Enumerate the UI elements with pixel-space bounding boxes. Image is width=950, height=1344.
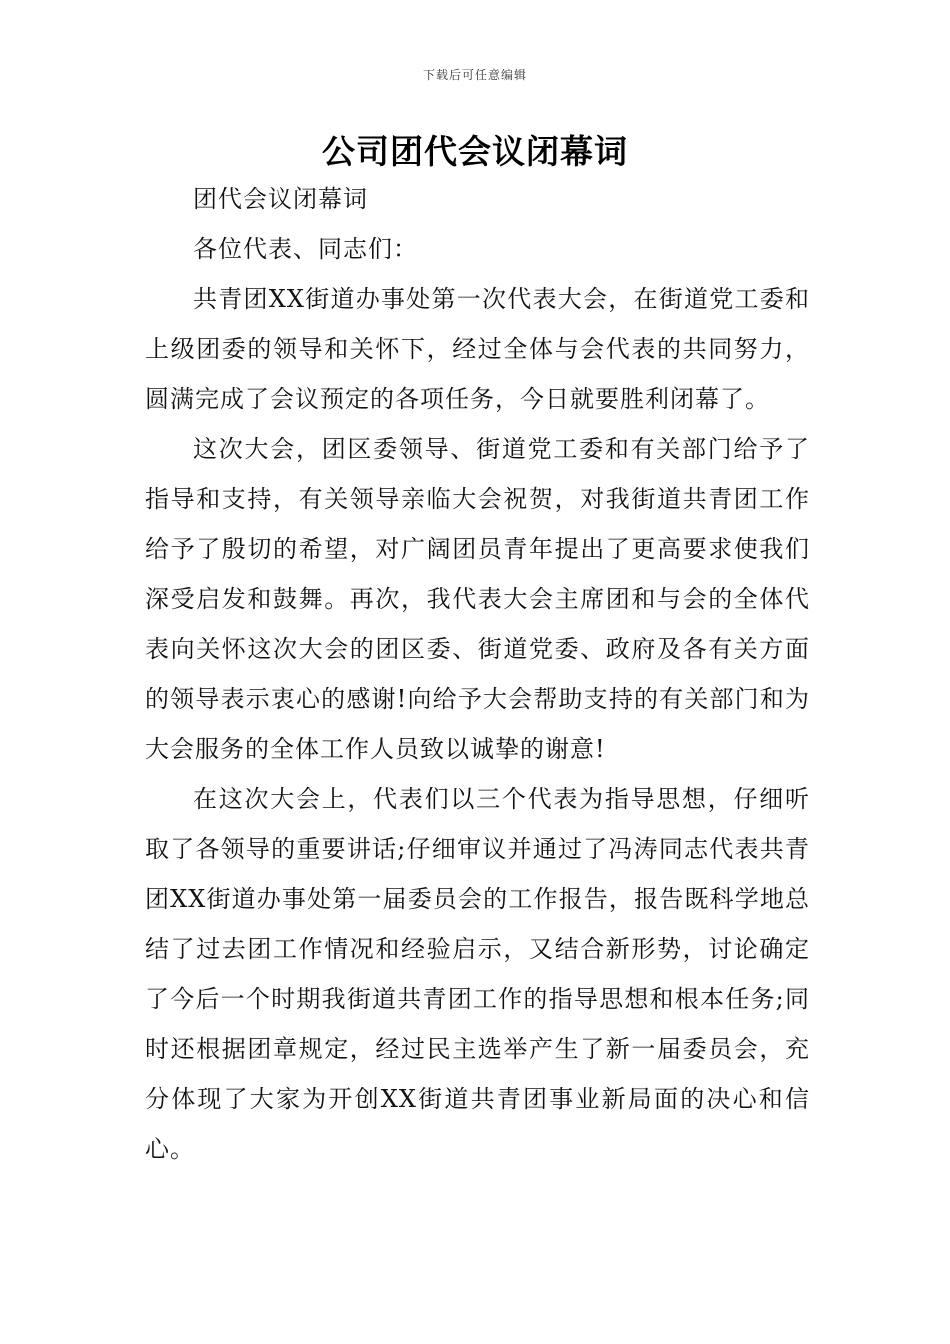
header-note: 下载后可任意编辑 bbox=[422, 68, 527, 82]
document-title: 公司团代会议闭幕词 bbox=[322, 132, 628, 171]
paragraph-opening: 共青团XX街道办事处第一次代表大会，在街道党工委和上级团委的领导和关怀下，经过全体与会代表的共同努力，圆满完成了会议预定的各项任务，今日就要胜利闭幕了。 bbox=[145, 285, 810, 413]
paragraph-achievements: 在这次大会上，代表们以三个代表为指导思想，仔细听取了各领导的重要讲话;仔细审议并通过了冯涛同志代表共青团XX街道办事处第一届委员会的工作报告，报告既科学地总结了过去团工作情况和经验启示，又结合新形势，讨论确定了今后一个时期我街道共青团工作的指导思想和根本任务;同时还根据团章规定，经过民主选举产生了新一届委员会，充分体现了大家为开创XX街道共青团事业新局面的决心和信心。 bbox=[145, 785, 810, 1163]
paragraph-subtitle: 团代会议闭幕词 bbox=[193, 185, 368, 213]
document-body bbox=[145, 174, 810, 1174]
paragraph-salutation: 各位代表、同志们： bbox=[193, 235, 418, 263]
paragraph-thanks: 这次大会，团区委领导、街道党工委和有关部门给予了指导和支持，有关领导亲临大会祝贺，对我街道共青团工作给予了殷切的希望，对广阔团员青年提出了更高要求使我们深受启发和鼓舞。再次，我代表大会主席团和与会的全体代表向关怀这次大会的团区委、街道党委、政府及各有关方面的领导表示衷心的感谢!向给予大会帮助支持的有关部门和为大会服务的全体工作人员致以诚挚的谢意! bbox=[145, 435, 810, 763]
